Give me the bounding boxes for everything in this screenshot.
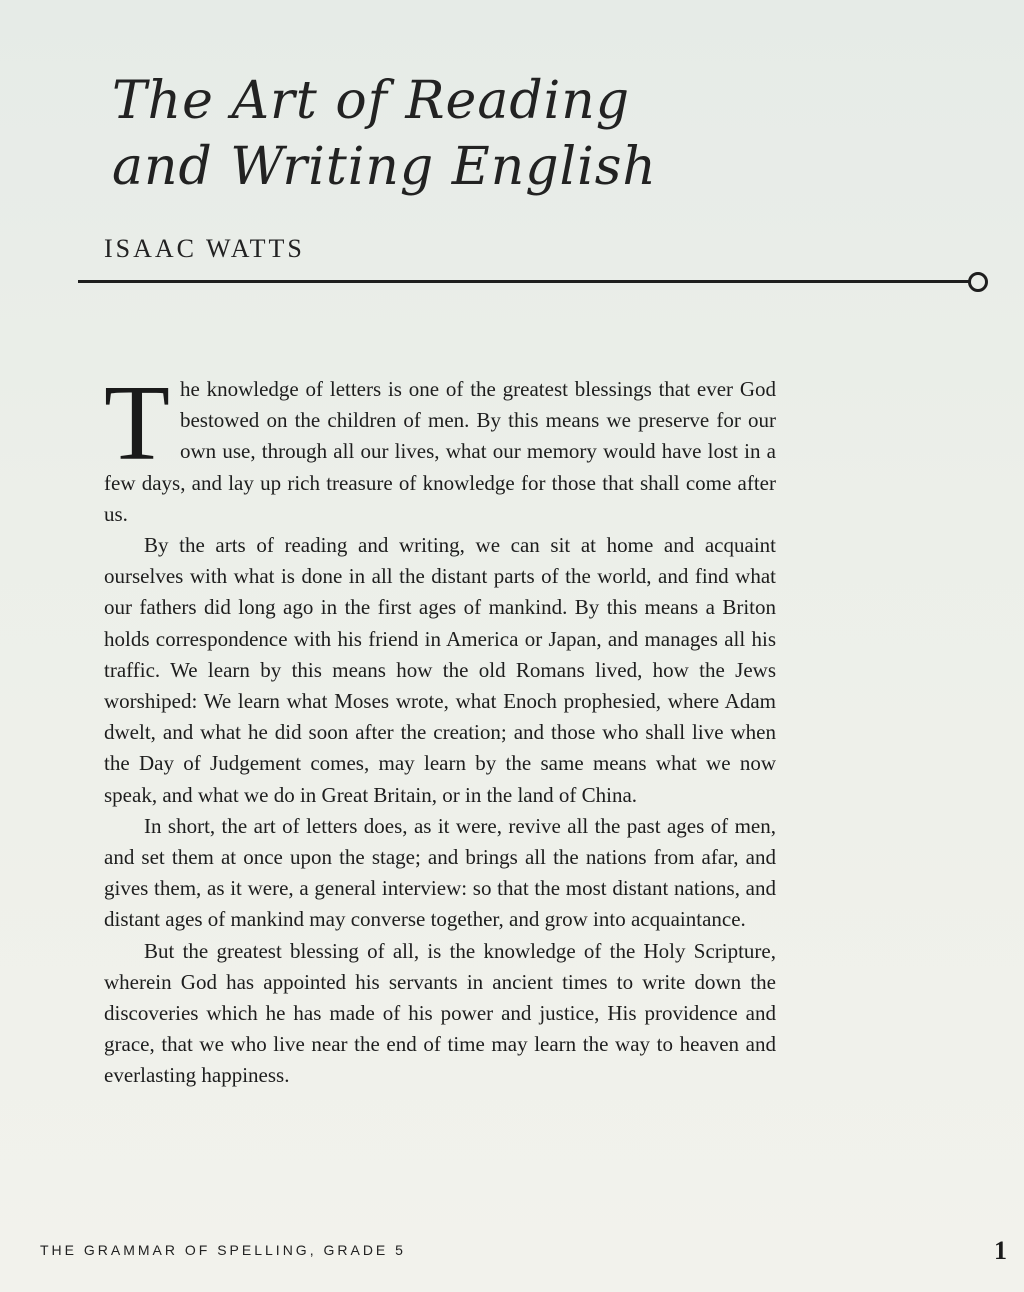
drop-cap: T xyxy=(104,364,170,483)
paragraph-1 xyxy=(104,364,776,530)
chapter-title-line-2: and Writing English xyxy=(112,137,657,197)
page-number: 1 xyxy=(994,1236,1007,1265)
author-name: ISAAC WATTS xyxy=(104,234,305,263)
chapter-title-line-1: The Art of Reading xyxy=(112,71,631,131)
divider-circle-ornament xyxy=(968,272,988,292)
body-text xyxy=(104,364,776,1092)
running-footer: THE GRAMMAR OF SPELLING, GRADE 5 xyxy=(40,1242,406,1258)
title-divider xyxy=(78,280,970,283)
paragraph-3: In short, the art of letters does, as it were, revive all the past ages of men, and set them at once upon the stage; and brings all the nations from afar, and gives them, as it were, a general interview: so that the most distant nations, and distant ages of mankind may converse together, and grow into acquaintance. xyxy=(104,813,776,932)
paragraph-1-text: he knowledge of letters is one of the greatest blessings that ever God bestowed on the children of men. By this means we preserve for our own use, through all our lives, what our memory would have lost in a few days, and lay up rich treasure of knowledge for those that shall come after us. xyxy=(104,377,776,526)
paragraph-2: By the arts of reading and writing, we can sit at home and acquaint ourselves with what is done in all the distant parts of the world, and find what our fathers did long ago in the first ages of mankind. By this means a Briton holds correspondence with his friend in America or Japan, and manages all his traffic. We learn by this means how the old Romans lived, how the Jews worshiped: We learn what Moses wrote, what Enoch prophesied, where Adam dwelt, and what he did soon after the creation; and those who shall live when the Day of Judgement comes, may learn by the same means what we now speak, and what we do in Great Britain, or in the land of China. xyxy=(104,533,776,807)
paragraph-4: But the greatest blessing of all, is the knowledge of the Holy Scripture, wherein God has appointed his servants in ancient times to write down the discoveries which he has made of his power and justice, His providence and grace, that we who live near the end of time may learn the way to heaven and everlasting happiness. xyxy=(104,938,776,1088)
chapter-title xyxy=(112,68,672,200)
